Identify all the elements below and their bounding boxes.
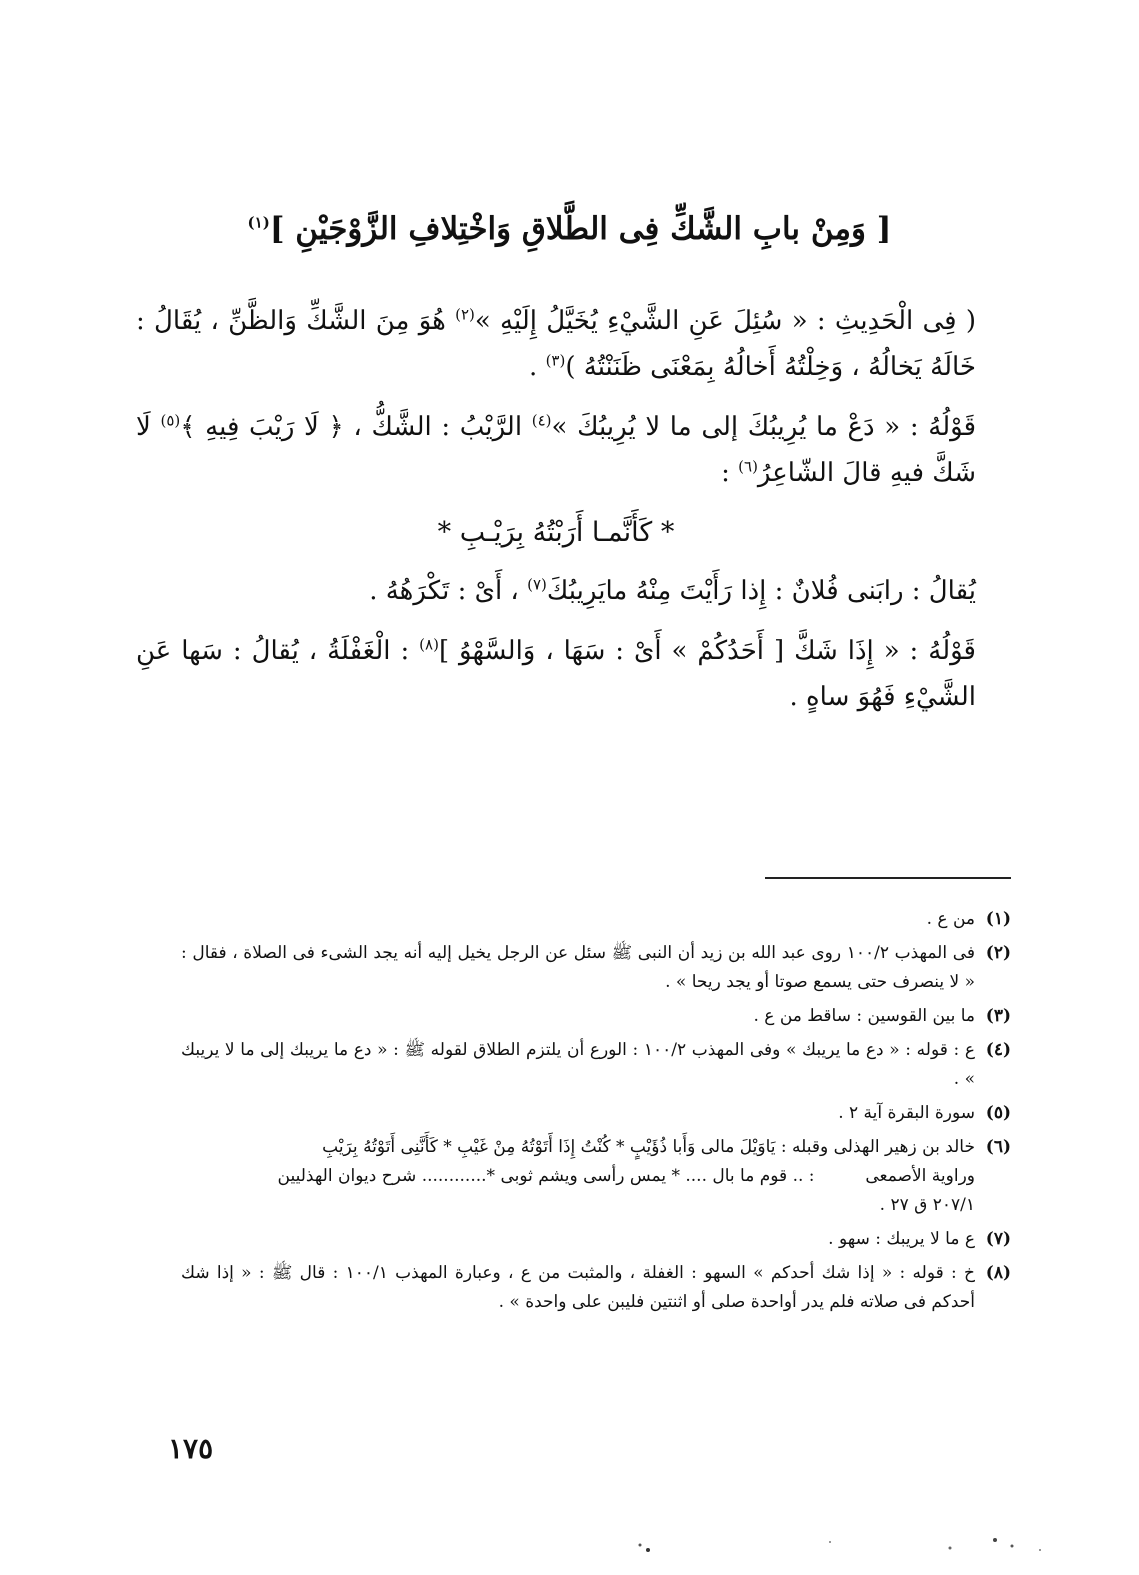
footnote: [181, 905, 1011, 934]
text-span: الرَّيْبُ : الشَّكُّ ، ﴿ لَا رَيْبَ فِيهِ ﴾: [180, 412, 532, 442]
footnote-text: سورة البقرة آية ٢ .: [838, 1103, 975, 1123]
footnote-ref[interactable]: (٤): [531, 411, 552, 430]
text-span: قَوْلُهُ : « إِذَا شَكَّ [ أَحَدُكُمْ » أَىْ : سَهَا ، وَالسَّهْوُ ]: [438, 636, 976, 666]
footnote: [181, 1099, 1011, 1128]
paragraph-3: [136, 568, 976, 614]
footnote: [181, 1259, 1011, 1317]
footnote-divider: [765, 877, 1011, 879]
footnote-number: (٥): [985, 1103, 1011, 1123]
footnote-number: (٧): [985, 1229, 1011, 1249]
footnotes: [181, 905, 1011, 1322]
footnote: [181, 1036, 1011, 1094]
footnote-number: (٨): [985, 1263, 1011, 1283]
text-span: قَوْلُهُ : « دَعْ ما يُرِيبُكَ إلى ما لا يُرِيبُكَ »: [551, 412, 977, 442]
footnote-text: فى المهذب ١٠٠/٢ روى عبد الله بن زيد أن النبى ﷺ سئل عن الرجل يخيل إليه أنه يجد الشىء فى الصلاة ، فقال : « لا ينصرف حتى يسمع صوتا أو يجد ريحا » .: [181, 943, 975, 992]
footnote-text: خ : قوله : « إذا شك أحدكم » السهو : الغفلة ، والمثبت من ع ، وعبارة المهذب ١٠٠/١ : قال ﷺ : « إذا شك أحدكم فى صلاته فلم يدر أواحدة صلى أو اثنتين فليبن على واحدة » .: [181, 1263, 975, 1312]
text-span: .: [529, 352, 546, 382]
paragraph-4: [136, 628, 976, 720]
scan-noise-icon: [620, 1530, 1070, 1560]
page-number: ١٧٥: [168, 1432, 214, 1465]
footnote-ref[interactable]: (٣): [545, 351, 566, 370]
footnote-ref[interactable]: (٦): [738, 457, 758, 476]
footnote-text: ع ما لا يريبك : سهو .: [828, 1229, 975, 1249]
footnote-text: ما بين القوسين : ساقط من ع .: [753, 1006, 975, 1026]
footnote-text: ع : قوله : « دع ما يريبك » وفى المهذب ١٠٠/٢ : الورع أن يلتزم الطلاق لقوله ﷺ : « دع ما يريبك إلى ما لا يريبك » .: [181, 1040, 975, 1089]
footnote-text: [181, 1133, 975, 1220]
footnote: [181, 939, 1011, 997]
footnote-line: خالد بن زهير الهذلى وقبله : يَاوَيْلَ مالى وَأَبا ذُؤَيْبٍ * كُنْتُ إِذَا أَتَوْتُهُ مِنْ غَيْبِ * كَأَنَّنِى أَتَوْتُهُ بِرَيْبِ: [322, 1137, 975, 1157]
footnote-line: وراوية الأصمعى: [865, 1166, 975, 1186]
paragraph-1: [136, 298, 976, 390]
footnote-ref[interactable]: (١): [247, 213, 270, 232]
footnote-number: (٤): [985, 1040, 1011, 1060]
footnote-ref[interactable]: (٧): [527, 575, 547, 594]
footnote-line: : .. قوم ما بال .... * يمس رأسى ويشم ثوبى *............ شرح ديوان الهذليين: [277, 1166, 815, 1186]
chapter-heading: [0, 199, 1139, 259]
main-text: [136, 298, 976, 734]
text-span: :: [721, 458, 739, 488]
footnote-text: من ع .: [926, 909, 975, 929]
footnote-ref[interactable]: (٥): [160, 411, 181, 430]
poetry-verse: * كَأَنَّمـا أَرَبْتُهُ بِرَيْـبِ *: [437, 517, 675, 548]
text-span: هُوَ مِنَ الشَّكِّ وَالظَّنِّ ، يُقَالُ : خَالَهُ يَخالُهُ ، وَخِلْتُهُ أَخالُهُ بِمَعْنَى ظَنَنْتُهُ ): [136, 306, 976, 382]
text-span: ( فِى الْحَدِيثِ : « سُئِلَ عَنِ الشَّيْءِ يُخَيَّلُ إِلَيْهِ »: [474, 306, 977, 336]
footnote-number: (٦): [985, 1137, 1011, 1157]
text-span: لَا شَكَّ فيهِ قالَ الشّاعِرُ: [136, 412, 976, 488]
paragraph-2: [136, 404, 976, 496]
footnote: [181, 1002, 1011, 1031]
chapter-heading-text: [ وَمِنْ بابِ الشَّكِّ فِى الطَّلاقِ وَاخْتِلافِ الزَّوْجَيْنِ ]: [269, 210, 892, 247]
footnote: [181, 1225, 1011, 1254]
footnote-ref[interactable]: (٢): [455, 305, 475, 324]
footnote-line: ٢٠٧/١ ق ٢٧ .: [879, 1195, 975, 1215]
footnote: [181, 1133, 1011, 1220]
footnote-number: (٣): [985, 1006, 1011, 1026]
text-span: : الْغَفْلَةُ ، يُقالُ : سَها عَنِ الشَّيْءِ فَهُوَ ساهٍ .: [136, 636, 976, 712]
text-span: يُقالُ : رابَنى فُلانٌ : إِذا رَأَيْتَ مِنْهُ مايَرِيبُكَ: [546, 576, 976, 606]
footnote-number: (١): [985, 909, 1011, 929]
text-span: ، أَىْ : تَكْرَهُهُ .: [369, 576, 528, 606]
footnote-ref[interactable]: (٨): [419, 635, 439, 654]
footnote-number: (٢): [985, 943, 1011, 963]
